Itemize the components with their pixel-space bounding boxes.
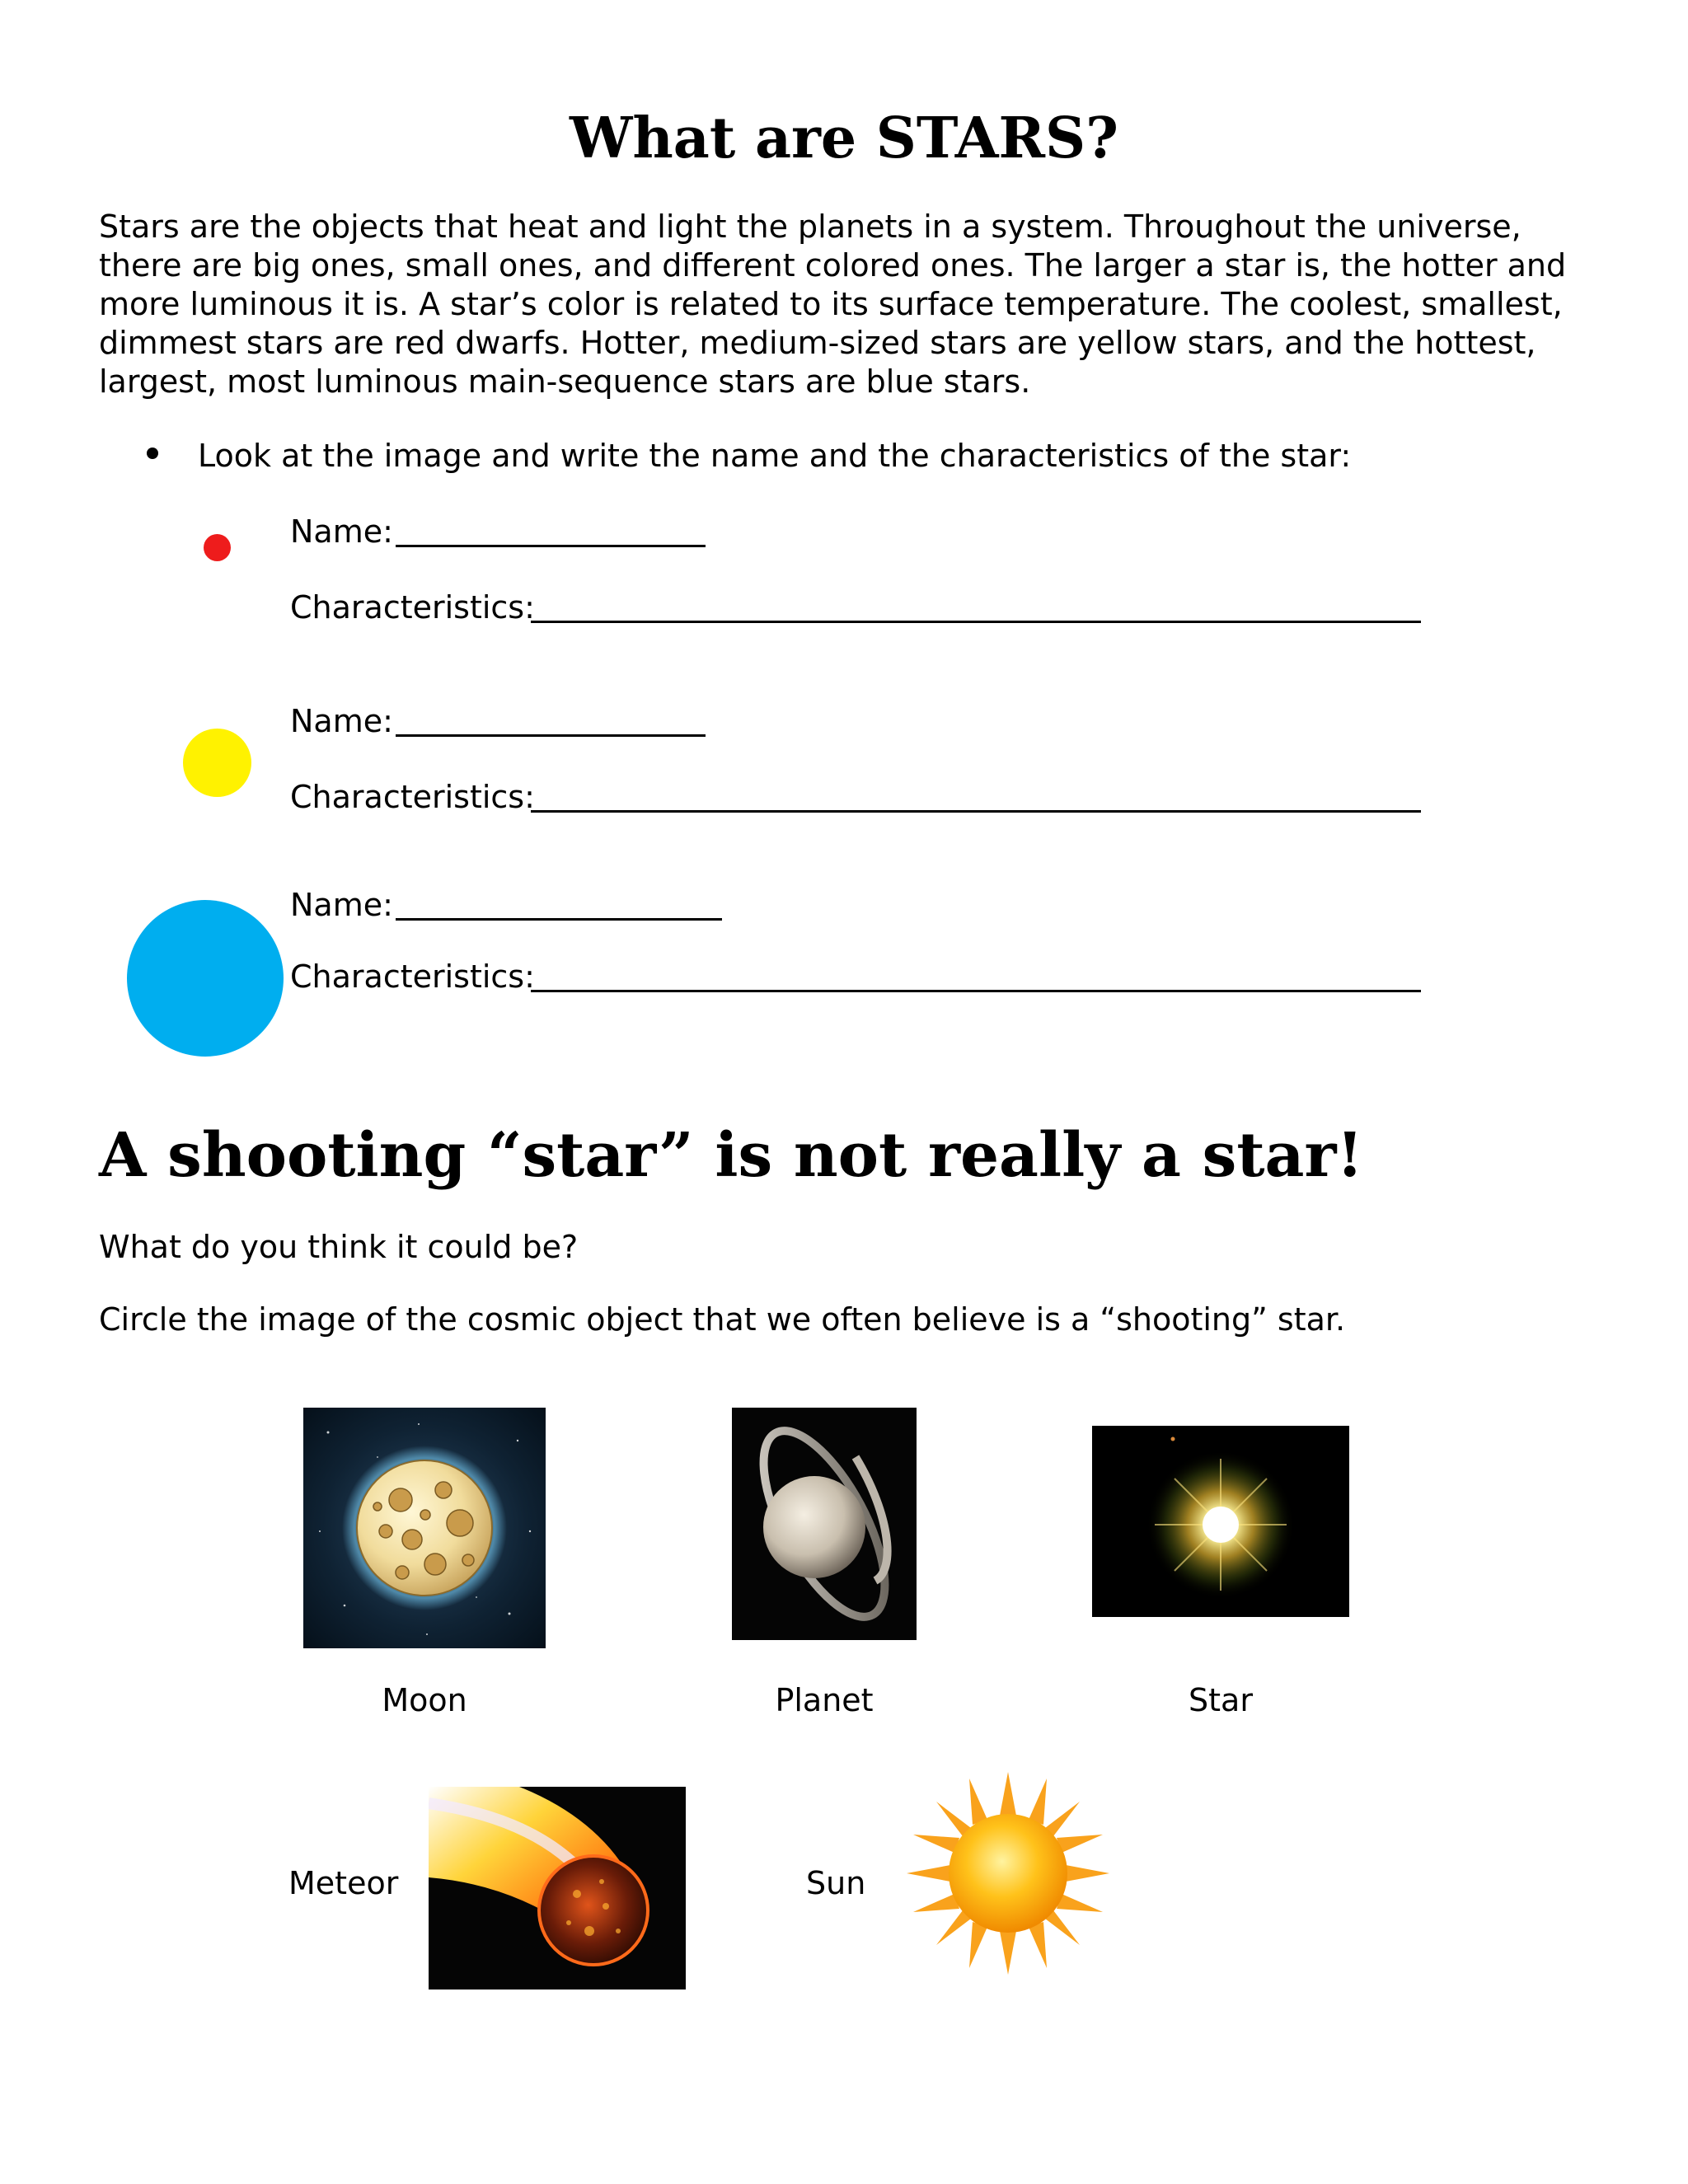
yellow-star-dot	[183, 729, 251, 797]
meteor-image[interactable]	[429, 1787, 686, 1990]
characteristics-label-yellow: Characteristics:	[290, 779, 535, 815]
sun-icon	[905, 1770, 1111, 1976]
name-blank-blue[interactable]	[396, 918, 722, 921]
characteristics-blank-red[interactable]	[531, 621, 1421, 623]
question-text: What do you think it could be?	[99, 1229, 579, 1265]
moon-label: Moon	[382, 1682, 467, 1718]
name-blank-red[interactable]	[396, 545, 706, 547]
characteristics-label-blue: Characteristics:	[290, 958, 535, 995]
instruction-text: Look at the image and write the name and the characteristics of the star:	[198, 438, 1352, 474]
meteor-icon	[429, 1787, 686, 1990]
planet-image[interactable]	[732, 1408, 917, 1640]
star-image[interactable]	[1092, 1426, 1349, 1617]
circle-instruction-text: Circle the image of the cosmic object that we often believe is a “shooting” star.	[99, 1301, 1346, 1338]
red-star-dot	[204, 534, 231, 561]
name-blank-yellow[interactable]	[396, 734, 706, 737]
characteristics-label-red: Characteristics:	[290, 589, 535, 626]
name-label-blue: Name:	[290, 887, 393, 923]
star-icon	[1092, 1426, 1349, 1617]
page-title: What are STARS?	[570, 105, 1118, 171]
planet-label: Planet	[775, 1682, 874, 1718]
sun-label: Sun	[806, 1865, 866, 1901]
moon-image[interactable]	[303, 1408, 546, 1648]
planet-icon	[732, 1408, 917, 1640]
bullet-icon	[147, 448, 158, 459]
name-label-red: Name:	[290, 513, 393, 550]
sun-image[interactable]	[905, 1770, 1111, 1976]
meteor-label: Meteor	[288, 1865, 399, 1901]
section-heading: A shooting “star” is not really a star!	[99, 1120, 1363, 1191]
characteristics-blank-yellow[interactable]	[531, 810, 1421, 813]
name-label-yellow: Name:	[290, 703, 393, 739]
characteristics-blank-blue[interactable]	[531, 990, 1421, 992]
moon-icon	[303, 1408, 546, 1648]
blue-star-dot	[127, 900, 284, 1057]
star-label: Star	[1189, 1682, 1253, 1718]
intro-paragraph: Stars are the objects that heat and light the planets in a system. Throughout the universe, there are big ones, small ones, and different colored ones. The larger a star is, the hotter and more luminous it is. A star’s color is related to its surface temperature. The coolest, smallest, dimmest stars are red dwarfs. Hotter, medium-sized stars are yellow stars, and the hottest, largest, most luminous main-sequence stars are blue stars.	[99, 209, 1567, 400]
